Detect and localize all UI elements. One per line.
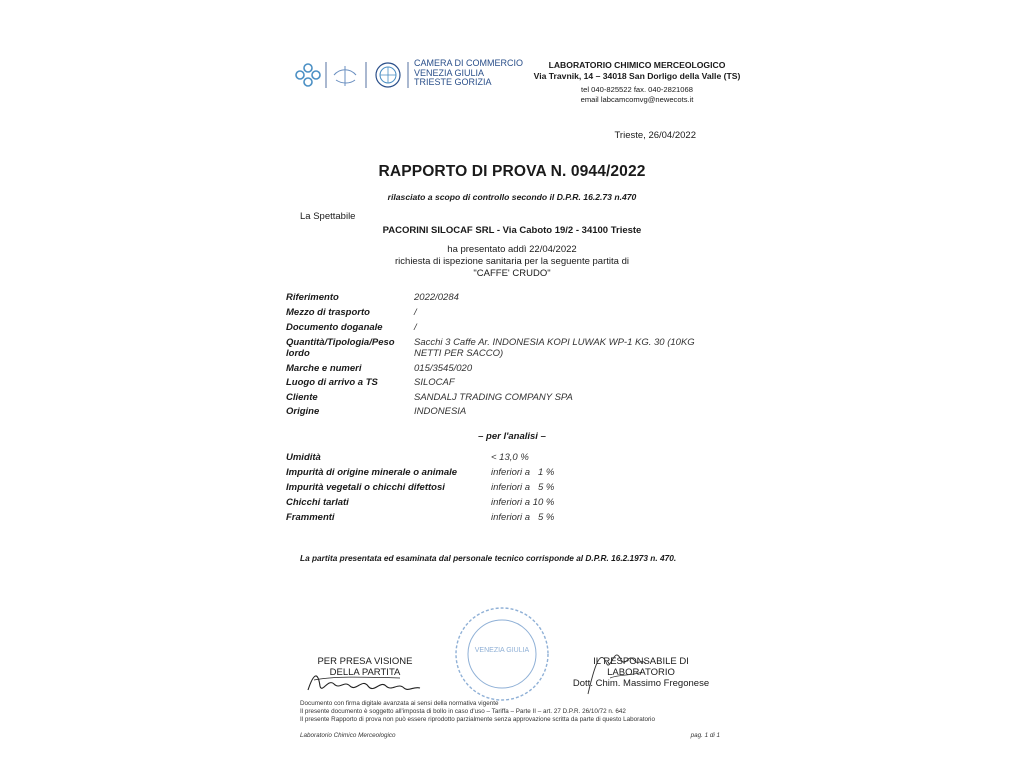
info-value: / <box>414 322 417 333</box>
analysis-value: inferiori a 10 % <box>491 497 555 508</box>
info-label: Mezzo di trasporto <box>286 307 370 318</box>
footer-line-3: Il presente Rapporto di prova non può essere riprodotto parzialmente senza approvazione scritta da parte di questo Laboratorio <box>300 716 655 723</box>
info-label: Quantità/Tipologia/Peso <box>286 337 395 348</box>
info-label: Origine <box>286 406 320 417</box>
analysis-label: Frammenti <box>286 512 335 523</box>
analysis-value: inferiori a 1 % <box>491 467 555 478</box>
info-value: / <box>414 307 417 318</box>
info-value: INDONESIA <box>414 406 467 417</box>
info-value-cont: NETTI PER SACCO) <box>414 348 504 359</box>
chamber-line-1: CAMERA DI COMMERCIO <box>414 58 524 68</box>
manager-line-1: IL RESPONSABILE DI <box>593 656 689 667</box>
lab-name: LABORATORIO CHIMICO MERCEOLOGICO <box>548 60 726 70</box>
analysis-value: inferiori a 5 % <box>491 512 555 523</box>
info-value: Sacchi 3 Caffe Ar. INDONESIA KOPI LUWAK WP-1 KG. 30 (10KG <box>414 337 695 348</box>
analysis-value: inferiori a 5 % <box>491 482 555 493</box>
info-label: Riferimento <box>286 292 339 303</box>
handwritten-signature-right <box>580 638 660 698</box>
ack-line-2: DELLA PARTITA <box>329 667 401 678</box>
info-value: 2022/0284 <box>414 292 459 303</box>
request-line-1: ha presentato addì 22/04/2022 <box>447 244 577 255</box>
official-stamp-icon <box>452 604 552 704</box>
info-value: 015/3545/020 <box>414 363 473 374</box>
manager-line-2: LABORATORIO <box>607 667 675 678</box>
analysis-label: Chicchi tarlati <box>286 497 349 508</box>
report-title: RAPPORTO DI PROVA N. 0944/2022 <box>378 163 646 180</box>
report-date: Trieste, 26/04/2022 <box>614 130 696 141</box>
request-line-2: richiesta di ispezione sanitaria per la seguente partita di <box>395 256 629 267</box>
footer-line-2: Il presente documento è soggetto all'imposta di bollo in caso d'uso – Tariffa – Parte II – art. 27 D.P.R. 26/10/72 n. 642 <box>300 708 626 715</box>
info-label: Marche e numeri <box>286 363 362 374</box>
lab-email: email labcamcomvg@newecots.it <box>580 95 694 104</box>
info-label: Luogo di arrivo a TS <box>286 377 378 388</box>
chamber-line-2: VENEZIA GIULIA <box>414 67 485 78</box>
stamp-text: VENEZIA GIULIA <box>474 647 530 654</box>
info-label: Cliente <box>286 392 318 403</box>
ack-line-1: PER PRESA VISIONE <box>317 656 413 667</box>
analysis-heading: – per l'analisi – <box>478 431 546 442</box>
analysis-label: Impurità vegetali o chicchi difettosi <box>286 482 445 493</box>
chamber-name <box>414 59 523 88</box>
salutation: La Spettabile <box>300 211 356 222</box>
info-label: Documento doganale <box>286 322 383 333</box>
lab-contact <box>528 85 746 105</box>
chamber-line-3: TRIESTE GORIZIA <box>414 77 492 87</box>
analysis-value: < 13,0 % <box>491 452 529 463</box>
page-number: pag. 1 di 1 <box>690 732 720 739</box>
lab-address: Via Travnik, 14 – 34018 San Dorligo della Valle (TS) <box>533 71 741 81</box>
analysis-label: Impurità di origine minerale o animale <box>286 467 458 478</box>
recipient: PACORINI SILOCAF SRL - Via Caboto 19/2 - 34100 Trieste <box>382 225 642 236</box>
handwritten-signature-left <box>304 668 424 698</box>
conclusion: La partita presentata ed esaminata dal personale tecnico corrisponde al D.P.R. 16.2.1973 n. 470. <box>300 553 677 563</box>
info-value: SANDALJ TRADING COMPANY SPA <box>414 392 573 403</box>
info-label-cont: lordo <box>286 348 310 359</box>
request-line-3: "CAFFE' CRUDO" <box>473 268 551 279</box>
footer-notes <box>300 700 655 724</box>
manager-name: Dott. Chim. Massimo Fregonese <box>572 678 710 689</box>
figure-icon <box>334 66 356 86</box>
footer-lab-name: Laboratorio Chimico Merceologico <box>300 732 396 739</box>
analysis-label: Umidità <box>286 452 321 463</box>
info-value: SILOCAF <box>414 377 455 388</box>
lab-heading <box>528 60 746 82</box>
globe-icon <box>376 63 400 87</box>
report-subtitle: rilasciato a scopo di controllo secondo il D.P.R. 16.2.73 n.470 <box>387 192 637 202</box>
footer-line-1: Documento con firma digitale avanzata ai sensi della normativa vigente <box>300 700 499 707</box>
ornament-icon <box>296 64 320 86</box>
lab-phone: tel 040-825522 fax. 040-2821068 <box>581 85 693 94</box>
